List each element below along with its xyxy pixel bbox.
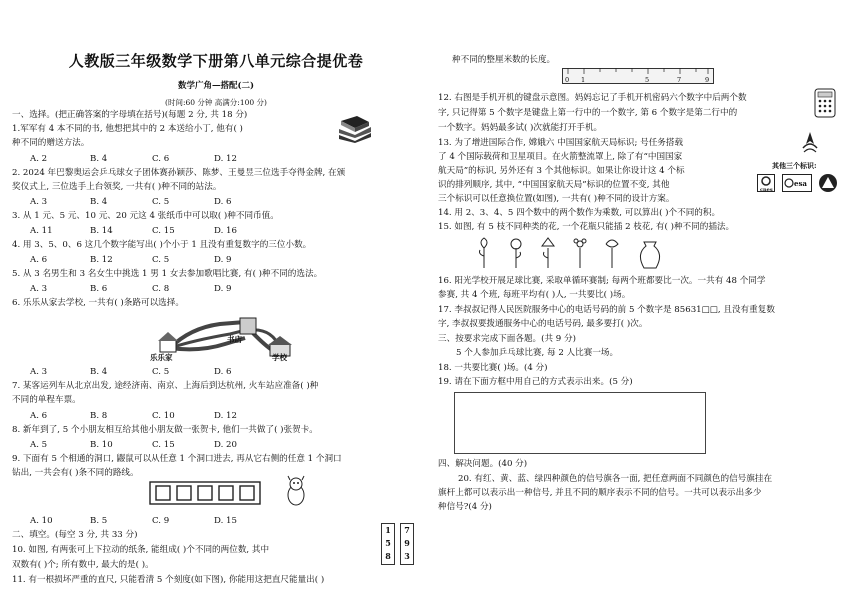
option: C. 15 bbox=[152, 440, 175, 450]
q1-options bbox=[30, 154, 237, 165]
q9-options bbox=[30, 516, 237, 527]
option: D. 12 bbox=[214, 154, 237, 164]
q17-line2: 字, 李叔叔要拨通服务中心的电话号码, 最多要打( )次。 bbox=[438, 319, 648, 329]
q20-line2: 旗杆上都可以表示出一种信号, 并且不同的顺序表示不同的信号。一共可以表示出多少 bbox=[438, 488, 762, 498]
q11-line2: 种不同的整厘米数的长度。 bbox=[452, 55, 556, 65]
q16-line2: 参赛, 共 4 个班, 每班平均有( )人, 一共要比( )场。 bbox=[438, 290, 631, 300]
logos-caption: 其他三个标识: bbox=[772, 161, 817, 170]
q10-line1: 10. 如图, 有两张可上下拉动的纸条, 能组成( )个不同的两位数, 其中 bbox=[12, 545, 270, 555]
q7-options bbox=[30, 411, 237, 422]
q18: 18. 一共要比赛( )场。(4 分) bbox=[438, 363, 548, 373]
q4-line1: 4. 用 3、5、0、6 这几个数字能写出( )个小于 1 且没有重复数字的三位小数。 bbox=[12, 240, 312, 250]
option: B. 12 bbox=[90, 255, 113, 265]
section3-heading: 三、按要求完成下面各题。(共 9 分) bbox=[438, 334, 576, 344]
books-icon bbox=[335, 113, 375, 143]
option: D. 20 bbox=[214, 440, 237, 450]
flower-icon bbox=[480, 238, 488, 268]
option: B. 4 bbox=[90, 197, 108, 207]
option: B. 14 bbox=[90, 226, 113, 236]
flower-icon bbox=[606, 240, 618, 268]
option: B. 4 bbox=[90, 367, 108, 377]
q2-line1: 2. 2024 年巴黎奥运会乒乓球女子团体赛孙颖莎、陈梦、王曼昱三位选手夺得金牌, 在颁 bbox=[12, 168, 346, 178]
q2-line2: 奖仪式上, 三位选手上台领奖, 一共有( )种不同的站法。 bbox=[12, 182, 222, 192]
option: D. 12 bbox=[214, 411, 237, 421]
q17-line1: 17. 李叔叔记得人民医院服务中心的电话号码的前 5 个数字是 85631□□, 且没有重复数 bbox=[438, 305, 775, 315]
q3-options bbox=[30, 226, 237, 237]
strip-digit: 9 bbox=[404, 538, 410, 548]
map-label-home: 乐乐家 bbox=[150, 353, 173, 362]
q13-line2: 了 4 个国际载荷和卫星项目。在火箭整流罩上, 除了有“中国国家 bbox=[438, 152, 683, 162]
q6-options bbox=[30, 367, 232, 378]
section2-heading: 二、填空。(每空 3 分, 共 33 分) bbox=[12, 530, 138, 540]
map-label-store: 书店 bbox=[227, 335, 242, 344]
option: B. 6 bbox=[90, 284, 108, 294]
flowers-row-diagram bbox=[472, 236, 672, 270]
page-subtitle: 数学广角—搭配(二) bbox=[177, 81, 255, 91]
q1-line2: 种不同的赠送方法。 bbox=[12, 138, 90, 148]
q9-line2: 钻出, 一共会有( )条不同的路线。 bbox=[12, 468, 139, 478]
ruler-label: 5 bbox=[645, 76, 650, 84]
answer-box[interactable] bbox=[454, 392, 706, 454]
q8-line1: 8. 新年到了, 5 个小朋友相互给其他小朋友做一张贺卡, 他们一共做了( )张贺卡。 bbox=[12, 425, 318, 435]
option: B. 8 bbox=[90, 411, 108, 421]
q10-line2: 双数有( )个; 所有数中, 最大的是( )。 bbox=[12, 560, 154, 570]
option: C. 5 bbox=[152, 367, 170, 377]
strip-digit: 1 bbox=[385, 525, 391, 535]
q12-line1: 12. 右图是手机开机的键盘示意图。妈妈忘记了手机开机密码六个数字中后两个数 bbox=[438, 93, 747, 103]
option: A. 3 bbox=[30, 284, 48, 294]
vase-icon bbox=[640, 242, 659, 268]
q16-line1: 16. 阳光学校开展足球比赛, 采取单循环赛制; 每两个班都要比一次。一共有 48 个同学 bbox=[438, 276, 766, 286]
q5-line1: 5. 从 3 名男生和 3 名女生中挑选 1 男 1 女去参加歌唱比赛, 有( )种不同的选法。 bbox=[12, 269, 323, 279]
option: A. 5 bbox=[30, 440, 48, 450]
option: D. 6 bbox=[214, 367, 232, 377]
time-score-line: (时间:60 分钟 高满分:100 分) bbox=[165, 98, 267, 107]
q7-line2: 不同的单程车票。 bbox=[12, 395, 81, 405]
q14-line1: 14. 用 2、3、4、5 四个数中的两个数作为乘数, 可以算出( )个不同的积。 bbox=[438, 208, 721, 218]
q6-line1: 6. 乐乐从家去学校, 一共有( )条路可以选择。 bbox=[12, 298, 184, 308]
q12-line3: 一个数字。妈妈最多试( )次就能打开手机。 bbox=[438, 123, 603, 133]
q13-line3: 航天局”的标识, 另外还有 3 个其他标识。如果让你设计这 4 个标 bbox=[438, 166, 685, 176]
q2-options bbox=[30, 197, 232, 208]
q7-line1: 7. 某客运列车从北京出发, 途经济南、南京、上海后到达杭州, 火车站应准备( )种 bbox=[12, 381, 319, 391]
q13-line1: 13. 为了增进国际合作, 嫦娥六 中国国家航天局标识; 号任务搭载 bbox=[438, 138, 684, 148]
flower-icon bbox=[511, 239, 521, 268]
phone-keypad-icon bbox=[814, 88, 836, 118]
strip-digit: 8 bbox=[385, 551, 391, 561]
option: D. 9 bbox=[214, 255, 232, 265]
option: A. 3 bbox=[30, 367, 48, 377]
option: B. 4 bbox=[90, 154, 108, 164]
q9-line1: 9. 下面有 5 个相通的洞口, 鼹鼠可以从任意 1 个洞口进去, 再从它右侧的任意 1 个洞口 bbox=[12, 454, 342, 464]
section4-heading: 四、解决问题。(40 分) bbox=[438, 459, 528, 469]
strip-digit: 7 bbox=[404, 525, 410, 535]
q4-options bbox=[30, 255, 232, 266]
strip-digit: 3 bbox=[404, 551, 410, 561]
option: D. 9 bbox=[214, 284, 232, 294]
page-title: 人教版三年级数学下册第八单元综合提优卷 bbox=[68, 52, 364, 70]
q20-line3: 种信号?(4 分) bbox=[438, 502, 492, 512]
option: B. 10 bbox=[90, 440, 113, 450]
ruler-label: 0 bbox=[565, 76, 570, 84]
option: A. 11 bbox=[30, 226, 53, 236]
option: A. 10 bbox=[30, 516, 53, 526]
flower-icon bbox=[542, 238, 554, 268]
esa-logo-text: esa bbox=[794, 179, 807, 188]
q13-line5: 三个标识可以任意换位置(如图), 一共有( )种不同的设计方案。 bbox=[438, 194, 675, 204]
section3-intro: 5 个人参加乒乓球比赛, 每 2 人比赛一场。 bbox=[456, 348, 619, 358]
option: D. 6 bbox=[214, 197, 232, 207]
number-strip-right bbox=[400, 523, 414, 565]
option: C. 9 bbox=[152, 516, 170, 526]
mole-icon bbox=[285, 476, 307, 506]
q1-line1: 1.军军有 4 本不同的书, 他想把其中的 2 本送给小丁, 他有( ) bbox=[12, 124, 243, 134]
q12-line2: 字, 只记得第 5 个数字是键盘上第一行中的一个数字, 第 6 个数字是第二行中的 bbox=[438, 108, 738, 118]
option: A. 6 bbox=[30, 255, 48, 265]
cnsa-logo-icon bbox=[800, 130, 820, 154]
ruler-label: 1 bbox=[581, 76, 586, 84]
q20-line1: 20. 有红、黄、蓝、绿四种颜色的信号旗各一面, 把任意两面不同颜色的信号旗挂在 bbox=[458, 474, 773, 484]
q15-line1: 15. 如图, 有 5 枝不同种类的花, 一个花瓶只能插 2 枝花, 有( )种不同的插法。 bbox=[438, 222, 735, 232]
option: C. 15 bbox=[152, 226, 175, 236]
mole-holes-diagram bbox=[150, 482, 260, 506]
option: C. 6 bbox=[152, 154, 170, 164]
triangle-logo-icon bbox=[818, 173, 838, 193]
map-label-school: 学校 bbox=[272, 353, 287, 362]
option: A. 3 bbox=[30, 197, 48, 207]
option: C. 5 bbox=[152, 197, 170, 207]
flower-icon bbox=[574, 239, 586, 268]
q11-line1: 11. 有一根损坏严重的直尺, 只能看清 5 个刻度(如下图), 你能用这把直尺能量出( ) bbox=[12, 575, 325, 585]
option: C. 10 bbox=[152, 411, 175, 421]
q8-options bbox=[30, 440, 237, 451]
section1-heading: 一、选择。(把正确答案的字母填在括号)(每题 2 分, 共 18 分) bbox=[12, 110, 248, 120]
q13-line4: 识的排列顺序, 其中, “中国国家航天局”标识的位置不变, 其他 bbox=[438, 180, 670, 190]
ruler-label: 9 bbox=[705, 76, 710, 84]
number-strip-left bbox=[381, 523, 395, 565]
option: C. 8 bbox=[152, 284, 170, 294]
option: D. 16 bbox=[214, 226, 237, 236]
option: D. 15 bbox=[214, 516, 237, 526]
strip-digit: 5 bbox=[385, 538, 391, 548]
cnes-logo-text: cnes bbox=[760, 187, 773, 193]
ruler-label: 7 bbox=[677, 76, 682, 84]
option: A. 6 bbox=[30, 411, 48, 421]
q3-line1: 3. 从 1 元、5 元、10 元、20 元这 4 张纸币中可以取( )种不同币值。 bbox=[12, 211, 279, 221]
option: C. 5 bbox=[152, 255, 170, 265]
option: B. 5 bbox=[90, 516, 108, 526]
q19: 19. 请在下面方框中用自己的方式表示出来。(5 分) bbox=[438, 377, 633, 387]
q5-options bbox=[30, 284, 232, 295]
option: A. 2 bbox=[30, 154, 48, 164]
